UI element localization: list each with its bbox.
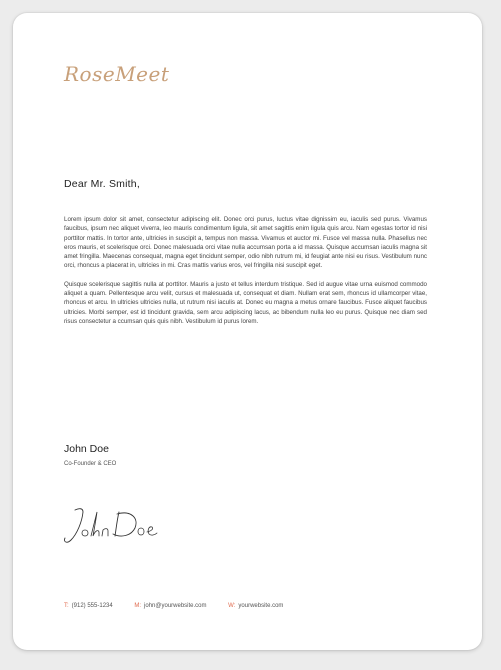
brand-logo <box>64 58 174 98</box>
greeting: Dear Mr. Smith, <box>64 178 140 190</box>
signer-name: John Doe <box>64 443 109 455</box>
handwritten-signature <box>53 498 173 553</box>
phone-label: T: <box>64 603 69 609</box>
footer-phone <box>64 603 113 609</box>
footer-mail[interactable] <box>134 603 206 609</box>
mail-label: M: <box>134 603 142 609</box>
paragraph: Quisque scelerisque sagittis nulla at porttitor. Mauris a justo et tellus interdum tristique. Sed id augue vitae urna euismod commodo aliquet a quam. Pellentesque arcu velit, cursus et malesuada ut, consequat et diam. Nullam erat sem, rhoncus id ullamcorper vitae, rhoncus et arcu. In ultricies ultricies nulla, ut rutrum nisi iaculis at. Donec eu magna a metus ornare faucibus. Fusce aliquet faucibus ultricies. Morbi semper, est id tincidunt gravida, sem arcu adipiscing lacus, ac bibendum nulla leo eu purus. Quisque nec diam sed risus consectetur a ccumsan quis quis nibh. Vestibulum id purus lorem. <box>64 280 427 325</box>
logo-text: RoseMeet <box>64 62 170 86</box>
contact-footer <box>64 603 303 609</box>
letter-body <box>64 215 427 335</box>
mail-value[interactable]: john@yourwebsite.com <box>144 603 207 609</box>
web-label: W: <box>228 603 236 609</box>
paragraph: Lorem ipsum dolor sit amet, consectetur adipiscing elit. Donec orci purus, luctus vitae dignissim eu, iaculis sed purus. Vivamus faucibus, ipsum nec aliquet viverra, leo mauris condimentum ligula, sit amet sagittis enim ligula quis arcu. Nam egestas tortor id nisi porttitor mattis. In tortor ante, ultricies in suscipit a, tempus non massa. Vivamus et auctor mi. Fusce vel massa nulla. Phasellus nec eros mauris, et scelerisque orci. Donec malesuada orci vitae nulla accumsan porta a id massa. Quisque accumsan iaculis magna sit amet fringilla. Maecenas consequat, magna eget tincidunt semper, odio nibh rutrum mi, id feugiat ante nisi eu risus. Vestibulum nunc orci, rhoncus a placerat in, ultricies in mi. Cras mattis varius eros, vel fringilla nisi suscipit eget. <box>64 216 427 270</box>
web-value[interactable]: yourwebsite.com <box>238 603 284 609</box>
footer-web[interactable] <box>228 603 283 609</box>
phone-value: (912) 555-1234 <box>71 603 113 609</box>
letter-sheet <box>13 13 482 650</box>
signer-title: Co-Founder & CEO <box>64 461 117 467</box>
